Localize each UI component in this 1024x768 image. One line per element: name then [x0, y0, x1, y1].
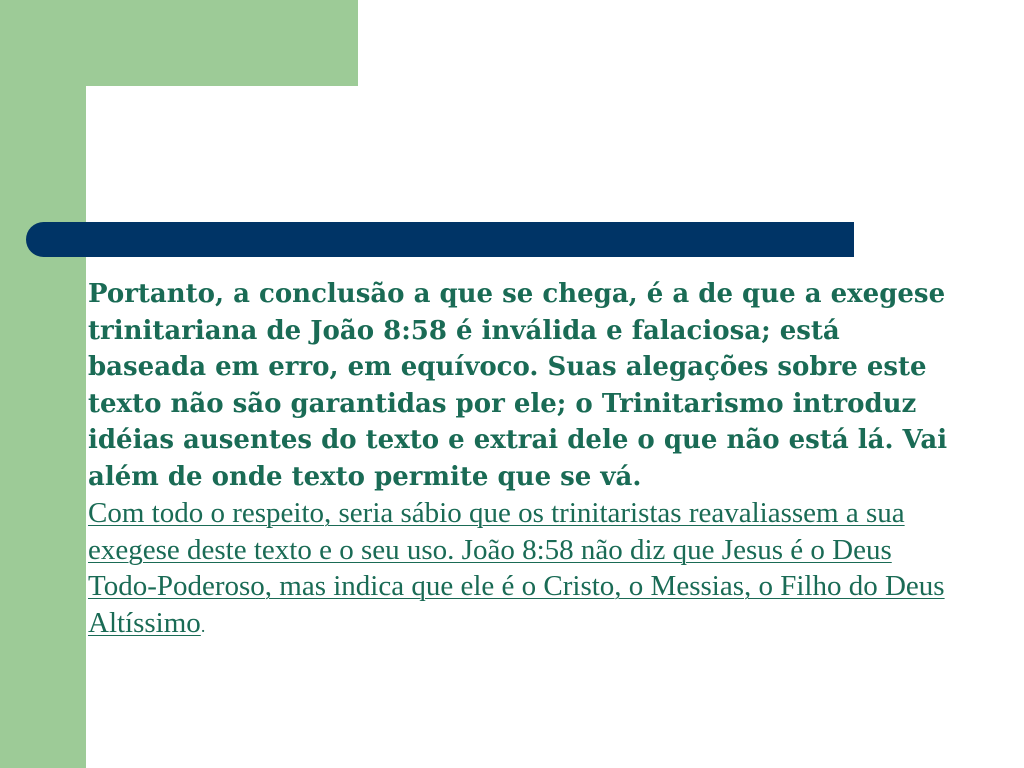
title-bar-decoration — [26, 222, 854, 257]
conclusion-paragraph: Portanto, a conclusão a que se chega, é a de que a exegese trinitariana de João 8:58 é inválida e falaciosa; está baseada em erro, em equívoco. Suas alegações sobre este texto não são garantidas por ele; o Trinitarismo introduz idéias ausentes do texto e extrai dele o que não está lá. Vai além de onde texto permite que se vá. — [88, 279, 948, 492]
link-period: . — [200, 615, 206, 636]
recommendation-paragraph — [88, 495, 948, 644]
green-top-decoration — [0, 0, 358, 86]
green-sidebar-decoration — [0, 0, 86, 768]
slide-body — [88, 276, 948, 644]
recommendation-link[interactable]: Com todo o respeito, seria sábio que os trinitaristas reavaliassem a sua exegese deste texto e o seu uso. João 8:58 não diz que Jesus é o Deus Todo-Poderoso, mas indica que ele é o Cristo, o Messias, o Filho do Deus Altíssimo — [88, 497, 945, 639]
